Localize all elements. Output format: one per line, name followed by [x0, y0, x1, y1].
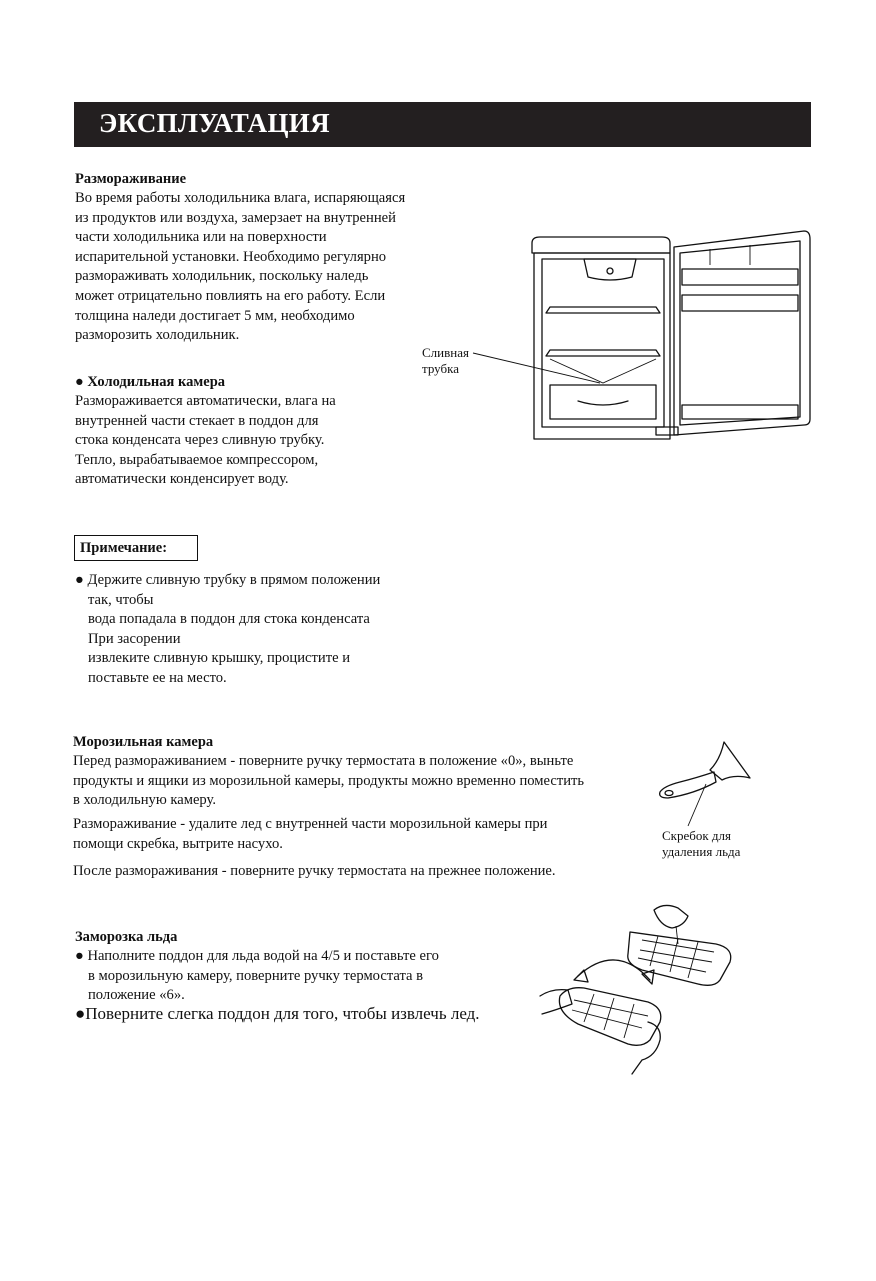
fridge-body	[534, 253, 670, 439]
text-line: положение «6».	[88, 987, 185, 1004]
section-banner	[74, 102, 811, 147]
text-line: разморозить холодильник.	[75, 327, 240, 344]
freezer-heading: Морозильная камера	[73, 734, 214, 750]
shelf	[546, 350, 660, 356]
freezer-paragraph-1	[73, 752, 584, 811]
label-line: трубка	[422, 361, 460, 376]
note-label: Примечание:	[80, 540, 168, 556]
text-line: Размораживание - удалите лед с внутренней части морозильной камеры при	[73, 816, 548, 832]
text-line: испарительной установки. Необходимо регулярно	[75, 248, 387, 265]
freezer-paragraph-3	[73, 862, 556, 882]
text-line: в морозильную камеру, поверните ручку термостата в	[88, 967, 424, 984]
left-hand	[540, 990, 572, 1014]
text-line: так, чтобы	[88, 591, 154, 608]
shelf	[546, 307, 660, 313]
text-line: из продуктов или воздуха, замерзает на внутренней	[75, 209, 396, 226]
text-line: части холодильника или на поверхности	[75, 229, 327, 246]
fridge-chamber-heading: ● Холодильная камера	[75, 374, 226, 390]
door-rack	[682, 269, 798, 285]
scraper-illustration	[654, 738, 754, 828]
thermostat-knob	[607, 268, 613, 274]
fridge-interior	[542, 259, 664, 427]
note-paragraph	[75, 571, 380, 689]
text-line: Размораживается автоматически, влага на	[75, 393, 336, 409]
drain-channel	[550, 359, 656, 383]
fridge-top	[532, 237, 670, 253]
defrost-paragraph	[75, 189, 405, 346]
scraper-blade	[710, 742, 750, 780]
text-line: извлеките сливную крышку, процистите и	[88, 650, 351, 667]
fridge-chamber-paragraph	[75, 392, 336, 490]
control-panel	[656, 427, 678, 435]
text-line: может отрицательно повлиять на его работу. Если	[75, 287, 386, 304]
text-line: внутренней части стекает в поддон для	[75, 412, 319, 429]
ice-tray-illustration	[538, 900, 738, 1075]
text-line: ● Держите сливную трубку в прямом положении	[75, 572, 381, 588]
text-line: ● Наполните поддон для льда водой на 4/5 и поставьте его	[75, 948, 439, 964]
door-rack	[682, 405, 798, 419]
scraper-handle	[660, 772, 716, 798]
label-line: удаления льда	[662, 844, 741, 859]
freezer-paragraph-2	[73, 815, 548, 854]
twist-arrow	[578, 960, 650, 980]
label-line: Сливная	[422, 345, 469, 360]
thermostat-box	[584, 259, 636, 280]
text-line: Во время работы холодильника влага, испаряющаяся	[75, 190, 406, 206]
text-line: вода попадала в поддон для стока конденсата	[88, 611, 370, 628]
label-line: Скребок для	[662, 828, 732, 843]
drain-tube-label	[422, 345, 469, 377]
ice-heading: Заморозка льда	[75, 929, 178, 945]
text-line: При засорении	[88, 630, 181, 647]
door-rack	[682, 295, 798, 311]
crisper-drawer	[550, 385, 656, 419]
water-jug	[654, 905, 688, 928]
fridge-illustration	[470, 225, 815, 445]
text-line: толщина наледи достигает 5 мм, необходимо	[75, 307, 355, 324]
text-line: помощи скребка, вытрите насухо.	[73, 835, 283, 852]
ice-tray-twisted	[559, 988, 660, 1046]
text-line: в холодильную камеру.	[73, 792, 217, 809]
text-line: стока конденсата через сливную трубку.	[75, 432, 325, 449]
text-line: Тепло, вырабатываемое компрессором,	[75, 451, 319, 468]
scraper-label	[662, 828, 740, 860]
defrost-heading: Размораживание	[75, 171, 187, 187]
ice-paragraph	[75, 947, 439, 1006]
text-line: автоматически конденсирует воду.	[75, 471, 289, 488]
note-box	[74, 535, 198, 561]
text-line: Перед размораживанием - поверните ручку термостата в положение «0», выньте	[73, 753, 574, 769]
text-line: поставьте ее на место.	[88, 669, 227, 686]
page-title: ЭКСПЛУАТАЦИЯ	[99, 108, 330, 138]
text-line: размораживать холодильник, поскольку наледь	[75, 268, 369, 285]
drawer-handle	[578, 401, 628, 405]
text-line: продукты и ящики из морозильной камеры, продукты можно временно поместить	[73, 772, 585, 789]
leader-line	[473, 353, 600, 383]
ice-last-line: ●Поверните слегка поддон для того, чтобы извлечь лед.	[75, 1004, 480, 1023]
text-line: После размораживания - поверните ручку термостата на прежнее положение.	[73, 863, 556, 879]
arrow-head	[574, 970, 588, 982]
